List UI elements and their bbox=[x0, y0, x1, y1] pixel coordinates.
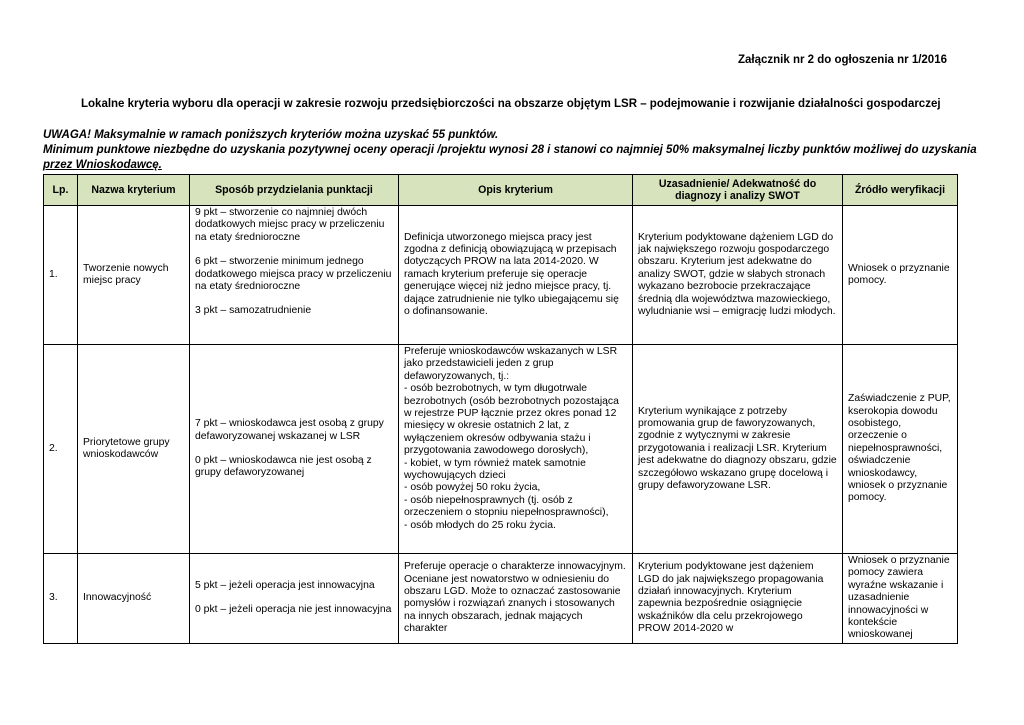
header-lp: Lp. bbox=[44, 175, 78, 206]
row-name: Innowacyjność bbox=[78, 554, 190, 644]
header-source: Źródło weryfikacji bbox=[843, 175, 958, 206]
method-option: 9 pkt – stworzenie co najmniej dwóch dodatkowych miejsc pracy w przeliczeniu na etaty średnioroczne bbox=[195, 207, 385, 243]
method-option: 0 pkt – jeżeli operacja nie jest innowacyjna bbox=[195, 604, 392, 616]
annex-label: Załącznik nr 2 do ogłoszenia nr 1/2016 bbox=[738, 54, 947, 66]
row-lp: 2. bbox=[44, 345, 78, 554]
method-option: 6 pkt – stworzenie minimum jednego dodatkowego miejsca pracy w przeliczeniu na etaty średnioroczne bbox=[195, 256, 392, 293]
table-row bbox=[44, 345, 958, 554]
description-text: Preferuje wnioskodawców wskazanych w LSR jako przedstawicieli jeden z grup defaworyzowanych, tj.: - osób bezrobotnych, w tym długotrwale bezrobotnych (osób bezrobotnych pozostająca w rejestrze PUP łącznie przez okres ponad 12 miesięcy w okresie ostatnich 2 lat, z wyłączeniem okresów odbywania stażu i przygotowania zawodowego dorosłych), - kobiet, w tym również matek samotnie wychowujących dzieci - osób powyżej 50 roku życia, - osób niepełnosprawnych (tj. osób z orzeczeniem o stopniu niepełnosprawności), - osób młodych do 25 roku życia. bbox=[404, 346, 619, 531]
warning-line-1: UWAGA! Maksymalnie w ramach poniższych kryteriów można uzyskać 55 punktów. bbox=[43, 129, 499, 141]
header-name: Nazwa kryterium bbox=[78, 175, 190, 206]
row-method bbox=[190, 206, 399, 345]
warning-line-3: przez Wnioskodawcę. bbox=[43, 159, 162, 171]
row-lp: 3. bbox=[44, 554, 78, 644]
row-source: Wniosek o przyznanie pomocy zawiera wyraźne wskazanie i uzasadnienie innowacyjności w kontekście wnioskowanej bbox=[843, 554, 958, 644]
header-method: Sposób przydzielania punktacji bbox=[190, 175, 399, 206]
row-justification: Kryterium wynikające z potrzeby promowania grup de faworyzowanych, zgodnie z wytycznymi w zakresie przygotowania i realizacji LSR. Kryterium jest adekwatne do diagnozy obszaru, gdzie szczegółowo wskazano grupę docelową i grupy defaworyzowane LSR. bbox=[633, 345, 843, 554]
row-method bbox=[190, 554, 399, 644]
warning-line-2: Minimum punktowe niezbędne do uzyskania pozytywnej oceny operacji /projektu wynosi 28 i stanowi co najmniej 50% maksymalnej liczby punktów możliwej do uzyskania bbox=[43, 144, 977, 156]
row-lp: 1. bbox=[44, 206, 78, 345]
table-row bbox=[44, 206, 958, 345]
header-description: Opis kryterium bbox=[399, 175, 633, 206]
header-justification: Uzasadnienie/ Adekwatność do diagnozy i analizy SWOT bbox=[633, 175, 843, 206]
warning-block bbox=[43, 128, 977, 173]
method-option: 3 pkt – samozatrudnienie bbox=[195, 305, 312, 317]
row-source: Zaświadczenie z PUP, kserokopia dowodu osobistego, orzeczenie o niepełnosprawności, oświadczenie wnioskodawcy, wniosek o przyznanie pomocy. bbox=[843, 345, 958, 554]
row-description: Definicja utworzonego miejsca pracy jest zgodna z definicją obowiązującą w przepisach dotyczących PROW na lata 2014-2020. W ramach kryterium preferuje się operacje generujące więcej niż jedno miejsce pracy, tj. dające zatrudnienie nie tylko ubiegającemu się o dofinansowanie. bbox=[399, 206, 633, 345]
row-name: Tworzenie nowych miejsc pracy bbox=[78, 206, 190, 345]
row-description: Preferuje operacje o charakterze innowacyjnym. Oceniane jest nowatorstwo w odniesieniu do obszaru LGD. Może to oznaczać zastosowanie pomysłów i rozwiązań znanych i stosowanych na innych obszarach, jednak mających charakter bbox=[399, 554, 633, 644]
row-justification: Kryterium podyktowane jest dążeniem LGD do jak największego propagowania działań innowacyjnych. Kryterium zapewnia bezpośrednie osiągnięcie wskaźników dla celu przekrojowego PROW 2014-2020 w bbox=[633, 554, 843, 644]
document-title: Lokalne kryteria wyboru dla operacji w zakresie rozwoju przedsiębiorczości na obszarze objętym LSR – podejmowanie i rozwijanie działalności gospodarczej bbox=[81, 98, 941, 110]
row-name: Priorytetowe grupy wnioskodawców bbox=[78, 345, 190, 554]
row-source: Wniosek o przyznanie pomocy. bbox=[843, 206, 958, 345]
row-method bbox=[190, 345, 399, 554]
method-option: 0 pkt – wnioskodawca nie jest osobą z grupy defaworyzowanej bbox=[195, 455, 372, 479]
row-justification: Kryterium podyktowane dążeniem LGD do jak największego rozwoju gospodarczego obszaru. Kryterium jest adekwatne do analizy SWOT, gdzie w słabych stronach wykazano bezrobocie przekraczające średnią dla województwa mazowieckiego, wyludnianie wsi – emigrację ludzi młodych. bbox=[633, 206, 843, 345]
row-description bbox=[399, 345, 633, 554]
method-option: 5 pkt – jeżeli operacja jest innowacyjna bbox=[195, 580, 375, 592]
table-header-row bbox=[44, 175, 958, 206]
method-option: 7 pkt – wnioskodawca jest osobą z grupy defaworyzowanej wskazanej w LSR bbox=[195, 418, 384, 442]
table-row bbox=[44, 554, 958, 644]
criteria-table bbox=[43, 174, 958, 644]
